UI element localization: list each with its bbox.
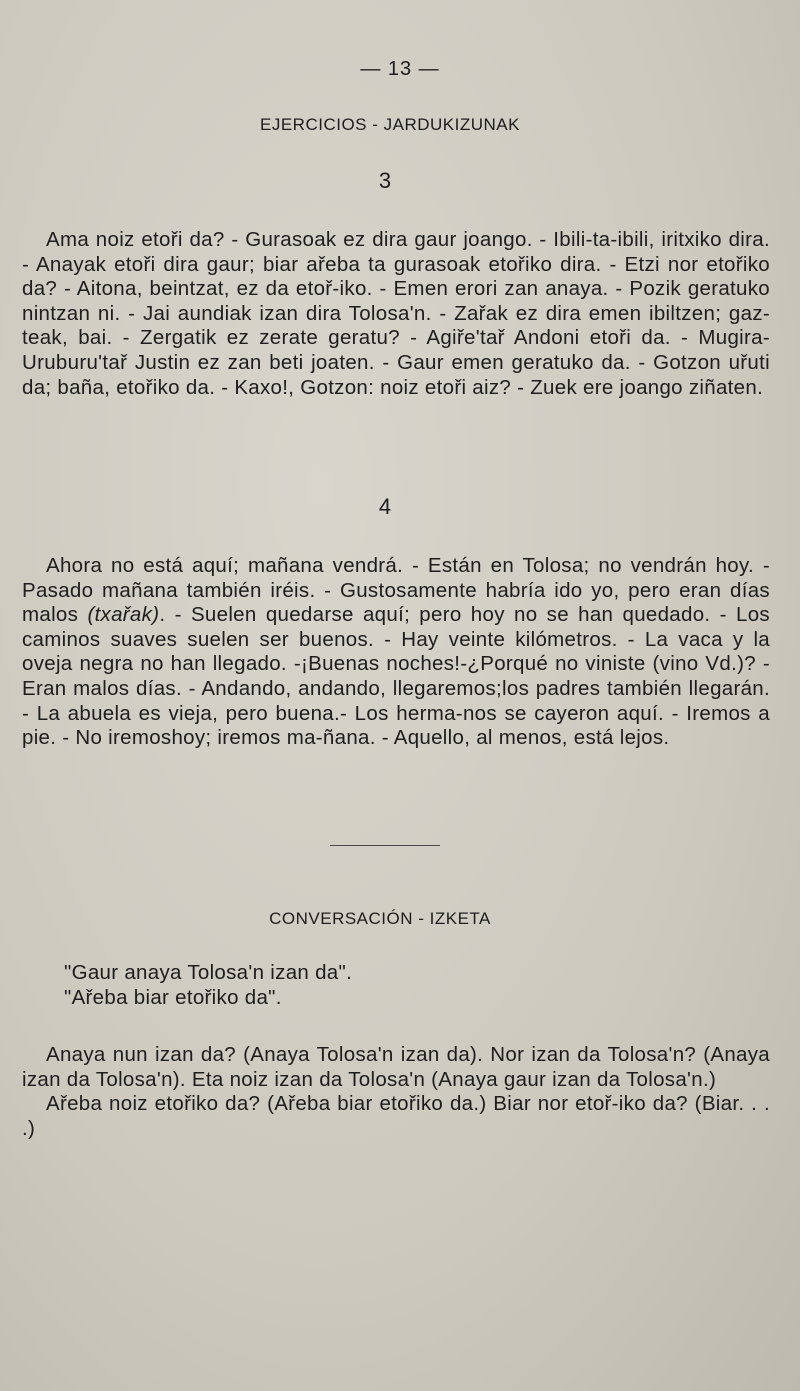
conversation-paragraphs: [22, 1043, 770, 1141]
section-divider: [330, 845, 440, 846]
conversation-paragraph-1: Anaya nun izan da? (Anaya Tolosa'n izan da). Nor izan da Tolosa'n? (Anaya izan da Tolosa'n). Eta noiz izan da Tolosa'n (Anaya gaur izan da Tolosa'n.): [22, 1043, 770, 1091]
exercise-3-text: Ama noiz etoři da? - Gurasoak ez dira gaur joango. - Ibili-ta-ibili, iritxiko dira. - Anayak etoři dira gaur; biar ařeba ta gurasoak etořiko dira. - Etzi nor etořiko da? - Aitona, beintzat, ez da etoř-iko. - Emen erori zan anaya. - Pozik geratuko nintzan ni. - Jai aundiak izan dira Tolosa'n. - Zařak ez dira emen ibiltzen; gaz-teak, bai. - Zergatik ez zerate geratu? - Agiře'tař Andoni etoři da. - Mugira-Uruburu'tař Justin ez zan beti joaten. - Gaur emen geratuko da. - Gotzon uřuti da; baña, etořiko da. - Kaxo!, Gotzon: noiz etoři aiz? - Zuek ere joango ziñaten.: [22, 228, 770, 399]
exercise-4-paragraph: [22, 554, 770, 751]
exercise-4-number: 4: [378, 494, 392, 519]
conversation-quote-2: "Ařeba biar etořiko da".: [64, 986, 282, 1009]
exercise-3-number: 3: [378, 168, 392, 193]
exercise-4-text: [22, 554, 770, 751]
page-number: — 13 —: [360, 58, 440, 80]
exercise-4-text-before-italic: Ahora no está aquí; mañana vendrá. - Están en Tolosa; no vendrán hoy. - Pasado mañana también iréis. - Gustosamente habría ido yo, pero eran días malos: [22, 554, 770, 627]
conversation-quote-1: "Gaur anaya Tolosa'n izan da".: [64, 961, 353, 984]
conversation-section-title: CONVERSACIÓN - IZKETA: [269, 909, 491, 928]
exercise-4-italic-word: (txařak): [87, 603, 160, 627]
exercise-4-text-after-italic: . - Suelen quedarse aquí; pero hoy no se han quedado. - Los caminos suaves suelen ser buenos. - Hay veinte kilómetros. - La vaca y la oveja negra no han llegado. -¡Buenas noches!-¿Porqué no viniste (vino Vd.)? - Eran malos días. - Andando, andando, llegaremos;los padres también llegarán. - La abuela es vieja, pero buena.- Los herma-nos se cayeron aquí. - Iremos a pie. - No iremoshoy; iremos ma-ñana. - Aquello, al menos, está lejos.: [22, 603, 770, 750]
conversation-quotes: [64, 960, 714, 1010]
exercises-section-title: EJERCICIOS - JARDUKIZUNAK: [260, 115, 520, 134]
exercise-3-paragraph: [22, 228, 770, 400]
conversation-paragraph-2: Ařeba noiz etořiko da? (Ařeba biar etořiko da.) Biar nor etoř-iko da? (Biar. . . .): [22, 1092, 770, 1140]
